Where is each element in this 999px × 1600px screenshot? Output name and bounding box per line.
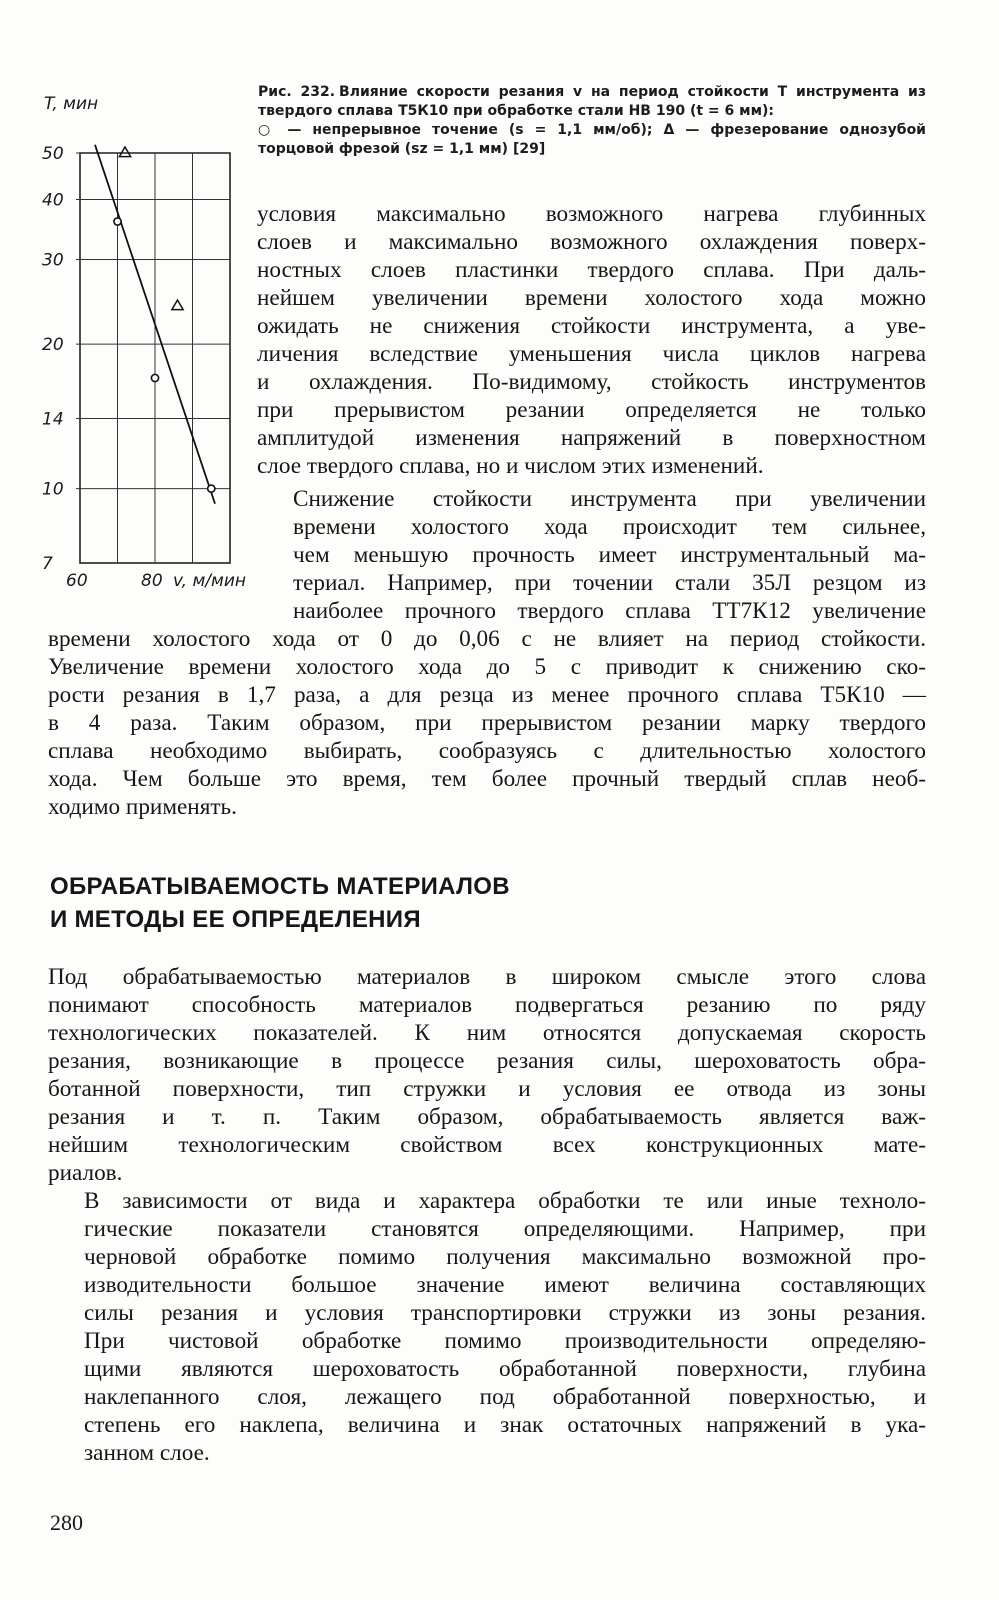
text-line: При чистовой обработке помимо производительности определяю- — [84, 1328, 926, 1354]
text-line: ностных слоев пластинки твердого сплава. При даль- — [257, 257, 926, 283]
paragraph-3 — [48, 963, 926, 1187]
figure-caption — [258, 83, 926, 159]
y-tick-label: 14 — [42, 409, 64, 430]
text-line: амплитудой изменения напряжений в поверхностном — [257, 425, 926, 451]
text-line: времени холостого хода от 0 до 0,06 с не влияет на период стойкости. — [48, 626, 926, 652]
heading-line-1: ОБРАБАТЫВАЕМОСТЬ МАТЕРИАЛОВ — [50, 873, 510, 900]
text-line: чем меньшую прочность имеет инструментальный ма- — [293, 542, 926, 568]
data-point-triangle — [172, 300, 183, 310]
y-tick-label: 50 — [42, 144, 64, 164]
text-line: хода. Чем больше это время, тем более прочный твердый сплав необ- — [48, 766, 926, 792]
x-axis-label: v, м/мин — [173, 571, 247, 591]
text-line: Увеличение времени холостого хода до 5 с приводит к снижению ско- — [48, 654, 926, 680]
y-tick-label: 20 — [42, 335, 64, 356]
data-point-circle — [151, 374, 158, 381]
caption-legend-circle: ○ — непрерывное точение (s = 1,1 мм/об); — [258, 122, 653, 138]
text-line: условия максимально возможного нагрева глубинных — [257, 201, 926, 227]
text-line: изводительности большое значение имеют величина составляющих — [84, 1272, 926, 1298]
text-line: черновой обработке помимо получения максимально возможной про- — [84, 1244, 926, 1270]
text-line: времени холостого хода происходит тем сильнее, — [293, 514, 926, 540]
text-line: ожидать не снижения стойкости инструмента, а уве- — [257, 313, 926, 339]
text-line: резания, возникающие в процессе резания силы, шероховатость обра- — [48, 1048, 926, 1074]
text-line: Снижение стойкости инструмента при увеличении — [293, 486, 926, 512]
text-line: степень его наклепа, величина и знак остаточных напряжений в ука- — [84, 1412, 926, 1438]
text-line: нейшим технологическим свойством всех конструкционных мате- — [48, 1132, 926, 1158]
text-line: ходимо применять. — [48, 794, 237, 820]
paragraph-4 — [48, 1187, 926, 1467]
text-line: силы резания и условия транспортировки стружки из зоны резания. — [84, 1300, 926, 1326]
data-point-circle — [114, 218, 121, 225]
text-line: слое твердого сплава, но и числом этих изменений. — [257, 453, 764, 479]
y-tick-label: 40 — [42, 190, 64, 211]
x-tick-label: 80 — [141, 571, 163, 591]
data-point-circle — [208, 485, 215, 492]
chart-svg — [40, 85, 247, 605]
data-point-triangle — [119, 147, 130, 157]
caption-legend-triangle: Δ — фрезерование однозубой торцовой фрезой (sz = 1,1 мм) [29] — [258, 122, 926, 157]
text-line: териал. Например, при точении стали 35Л резцом из — [293, 570, 926, 596]
text-line: ботанной поверхности, тип стружки и условия ее отвода из зоны — [48, 1076, 926, 1102]
caption-number: Рис. 232. — [258, 84, 336, 100]
text-line: в 4 раза. Таким образом, при прерывистом резании марку твердого — [48, 710, 926, 736]
text-line: личения вследствие уменьшения числа циклов нагрева — [257, 341, 926, 367]
heading-line-2: И МЕТОДЫ ЕЕ ОПРЕДЕЛЕНИЯ — [50, 906, 421, 933]
text-line: резания и т. п. Таким образом, обрабатываемость является важ- — [48, 1104, 926, 1130]
text-line: при прерывистом резании определяется не только — [257, 397, 926, 423]
paragraph-2 — [257, 485, 926, 625]
page-number: 280 — [50, 1510, 83, 1535]
section-heading — [50, 870, 510, 936]
paragraph-1 — [257, 200, 926, 480]
text-line: нейшем увеличении времени холостого хода можно — [257, 285, 926, 311]
text-line: слоев и максимально возможного охлаждения поверх- — [257, 229, 926, 255]
x-tick-label: 60 — [66, 571, 88, 591]
figure-232 — [40, 85, 247, 605]
text-line: риалов. — [48, 1160, 123, 1186]
paragraph-2-continued — [48, 625, 926, 821]
text-line: понимают способность материалов подвергаться резанию по ряду — [48, 992, 926, 1018]
text-line: щими являются шероховатость обработанной поверхности, глубина — [84, 1356, 926, 1382]
text-line: Под обрабатываемостью материалов в широком смысле этого слова — [48, 964, 926, 990]
y-tick-label: 10 — [42, 479, 64, 500]
y-tick-label: 30 — [42, 250, 64, 271]
text-line: технологических показателей. К ним относятся допускаемая скорость — [48, 1020, 926, 1046]
text-line: рости резания в 1,7 раза, а для резца из менее прочного сплава Т5К10 — — [48, 682, 926, 708]
y-axis-label: T, мин — [44, 94, 99, 114]
y-tick-label: 7 — [42, 554, 53, 574]
text-line: занном слое. — [84, 1440, 210, 1466]
caption-text: Влияние скорости резания v на период стойкости T инструмента из твердого сплава Т5К10 при обработке стали HB 190 (t = 6 мм): — [258, 84, 926, 119]
text-line: сплава необходимо выбирать, сообразуясь с длительностью холостого — [48, 738, 926, 764]
text-line: наиболее прочного твердого сплава ТТ7К12 увеличение — [293, 598, 926, 624]
text-line: наклепанного слоя, лежащего под обработанной поверхностью, и — [84, 1384, 926, 1410]
text-line: и охлаждения. По-видимому, стойкость инструментов — [257, 369, 926, 395]
text-line: гические показатели становятся определяющими. Например, при — [84, 1216, 926, 1242]
text-line: В зависимости от вида и характера обработки те или иные техноло- — [84, 1188, 926, 1214]
